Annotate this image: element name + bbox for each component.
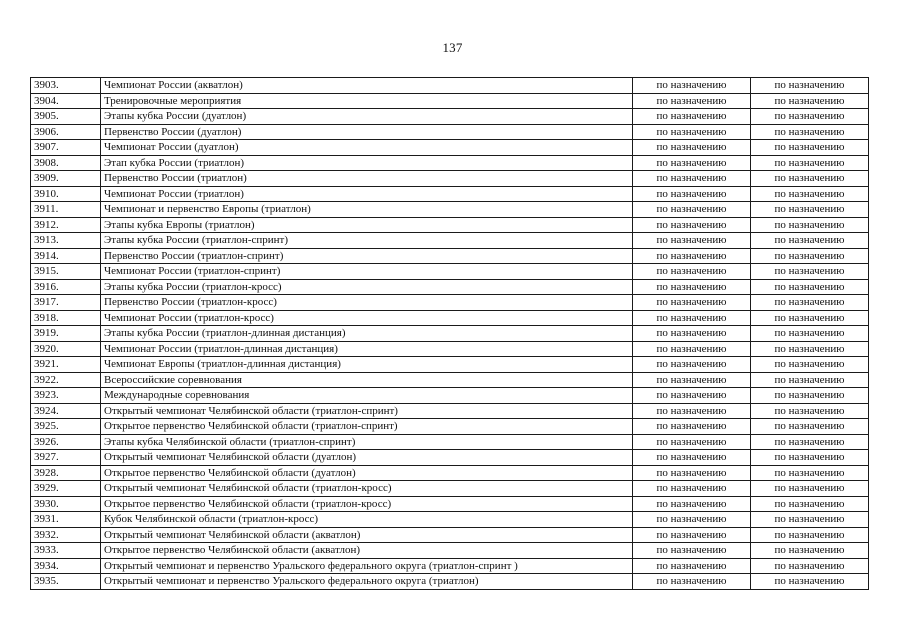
assignment-cell-b: по назначению: [751, 574, 869, 590]
event-name-cell: Первенство России (триатлон-спринт): [101, 248, 633, 264]
event-name-cell: Этапы кубка России (триатлон-спринт): [101, 233, 633, 249]
assignment-cell-b: по назначению: [751, 202, 869, 218]
assignment-cell-b: по назначению: [751, 481, 869, 497]
assignment-cell-a: по назначению: [633, 202, 751, 218]
assignment-cell-a: по назначению: [633, 450, 751, 466]
row-number-cell: 3910.: [31, 186, 101, 202]
table-row: [31, 233, 869, 249]
row-number-cell: 3929.: [31, 481, 101, 497]
event-name-cell: Международные соревнования: [101, 388, 633, 404]
event-name-cell: Открытый чемпионат Челябинской области (триатлон-спринт): [101, 403, 633, 419]
row-number-cell: 3914.: [31, 248, 101, 264]
assignment-cell-a: по назначению: [633, 93, 751, 109]
row-number-cell: 3924.: [31, 403, 101, 419]
row-number-cell: 3926.: [31, 434, 101, 450]
page-number: 137: [442, 40, 463, 55]
event-name-cell: Открытое первенство Челябинской области (триатлон-спринт): [101, 419, 633, 435]
row-number-cell: 3921.: [31, 357, 101, 373]
table-row: [31, 574, 869, 590]
assignment-cell-b: по назначению: [751, 248, 869, 264]
row-number-cell: 3915.: [31, 264, 101, 280]
row-number-cell: 3931.: [31, 512, 101, 528]
assignment-cell-a: по назначению: [633, 140, 751, 156]
assignment-cell-b: по назначению: [751, 372, 869, 388]
table-row: [31, 248, 869, 264]
assignment-cell-b: по назначению: [751, 419, 869, 435]
table-row: [31, 434, 869, 450]
table-row: [31, 419, 869, 435]
table-row: [31, 93, 869, 109]
assignment-cell-a: по назначению: [633, 574, 751, 590]
assignment-cell-b: по назначению: [751, 295, 869, 311]
table-row: [31, 155, 869, 171]
event-name-cell: Этапы кубка Европы (триатлон): [101, 217, 633, 233]
row-number-cell: 3913.: [31, 233, 101, 249]
row-number-cell: 3904.: [31, 93, 101, 109]
assignment-cell-b: по назначению: [751, 558, 869, 574]
assignment-cell-b: по назначению: [751, 78, 869, 94]
assignment-cell-a: по назначению: [633, 248, 751, 264]
assignment-cell-b: по назначению: [751, 124, 869, 140]
event-name-cell: Этапы кубка России (дуатлон): [101, 109, 633, 125]
table-row: [31, 310, 869, 326]
table-row: [31, 527, 869, 543]
assignment-cell-b: по назначению: [751, 341, 869, 357]
row-number-cell: 3912.: [31, 217, 101, 233]
table-row: [31, 78, 869, 94]
assignment-cell-a: по назначению: [633, 233, 751, 249]
assignment-cell-a: по назначению: [633, 512, 751, 528]
event-name-cell: Чемпионат и первенство Европы (триатлон): [101, 202, 633, 218]
table-row: [31, 465, 869, 481]
table-row: [31, 186, 869, 202]
table-row: [31, 341, 869, 357]
table-row: [31, 481, 869, 497]
assignment-cell-b: по назначению: [751, 450, 869, 466]
row-number-cell: 3906.: [31, 124, 101, 140]
assignment-cell-a: по назначению: [633, 124, 751, 140]
assignment-cell-a: по назначению: [633, 419, 751, 435]
events-table: [30, 77, 869, 590]
assignment-cell-a: по назначению: [633, 171, 751, 187]
table-row: [31, 171, 869, 187]
event-name-cell: Открытый чемпионат и первенство Уральского федерального округа (триатлон-спринт ): [101, 558, 633, 574]
event-name-cell: Первенство России (триатлон): [101, 171, 633, 187]
assignment-cell-b: по назначению: [751, 310, 869, 326]
assignment-cell-b: по назначению: [751, 171, 869, 187]
assignment-cell-b: по назначению: [751, 279, 869, 295]
event-name-cell: Первенство России (триатлон-кросс): [101, 295, 633, 311]
table-row: [31, 326, 869, 342]
assignment-cell-b: по назначению: [751, 233, 869, 249]
assignment-cell-b: по назначению: [751, 186, 869, 202]
row-number-cell: 3935.: [31, 574, 101, 590]
assignment-cell-a: по назначению: [633, 496, 751, 512]
table-row: [31, 357, 869, 373]
assignment-cell-a: по назначению: [633, 109, 751, 125]
assignment-cell-a: по назначению: [633, 186, 751, 202]
row-number-cell: 3920.: [31, 341, 101, 357]
assignment-cell-a: по назначению: [633, 558, 751, 574]
assignment-cell-a: по назначению: [633, 388, 751, 404]
table-row: [31, 496, 869, 512]
table-row: [31, 279, 869, 295]
event-name-cell: Чемпионат России (триатлон): [101, 186, 633, 202]
row-number-cell: 3918.: [31, 310, 101, 326]
assignment-cell-b: по назначению: [751, 357, 869, 373]
event-name-cell: Открытое первенство Челябинской области (акватлон): [101, 543, 633, 559]
row-number-cell: 3917.: [31, 295, 101, 311]
event-name-cell: Чемпионат Европы (триатлон-длинная дистанция): [101, 357, 633, 373]
assignment-cell-a: по назначению: [633, 372, 751, 388]
assignment-cell-a: по назначению: [633, 481, 751, 497]
assignment-cell-a: по назначению: [633, 341, 751, 357]
table-row: [31, 140, 869, 156]
assignment-cell-a: по назначению: [633, 295, 751, 311]
row-number-cell: 3907.: [31, 140, 101, 156]
assignment-cell-a: по назначению: [633, 326, 751, 342]
row-number-cell: 3909.: [31, 171, 101, 187]
row-number-cell: 3925.: [31, 419, 101, 435]
table-row: [31, 295, 869, 311]
assignment-cell-a: по назначению: [633, 264, 751, 280]
assignment-cell-a: по назначению: [633, 310, 751, 326]
table-row: [31, 543, 869, 559]
row-number-cell: 3932.: [31, 527, 101, 543]
assignment-cell-b: по назначению: [751, 543, 869, 559]
row-number-cell: 3903.: [31, 78, 101, 94]
event-name-cell: Открытое первенство Челябинской области (дуатлон): [101, 465, 633, 481]
assignment-cell-b: по назначению: [751, 217, 869, 233]
row-number-cell: 3911.: [31, 202, 101, 218]
table-row: [31, 388, 869, 404]
assignment-cell-b: по назначению: [751, 93, 869, 109]
assignment-cell-a: по назначению: [633, 357, 751, 373]
events-table-body: [31, 78, 869, 590]
assignment-cell-b: по назначению: [751, 434, 869, 450]
assignment-cell-b: по назначению: [751, 155, 869, 171]
row-number-cell: 3933.: [31, 543, 101, 559]
row-number-cell: 3908.: [31, 155, 101, 171]
table-row: [31, 109, 869, 125]
event-name-cell: Этап кубка России (триатлон): [101, 155, 633, 171]
assignment-cell-b: по назначению: [751, 512, 869, 528]
assignment-cell-b: по назначению: [751, 326, 869, 342]
assignment-cell-b: по назначению: [751, 527, 869, 543]
assignment-cell-b: по назначению: [751, 465, 869, 481]
event-name-cell: Всероссийские соревнования: [101, 372, 633, 388]
event-name-cell: Тренировочные мероприятия: [101, 93, 633, 109]
assignment-cell-a: по назначению: [633, 527, 751, 543]
event-name-cell: Чемпионат России (триатлон-длинная дистанция): [101, 341, 633, 357]
table-row: [31, 403, 869, 419]
assignment-cell-b: по назначению: [751, 388, 869, 404]
table-row: [31, 202, 869, 218]
event-name-cell: Открытый чемпионат Челябинской области (дуатлон): [101, 450, 633, 466]
event-name-cell: Этапы кубка России (триатлон-длинная дистанция): [101, 326, 633, 342]
assignment-cell-a: по назначению: [633, 217, 751, 233]
table-row: [31, 124, 869, 140]
event-name-cell: Открытое первенство Челябинской области (триатлон-кросс): [101, 496, 633, 512]
event-name-cell: Чемпионат России (триатлон-кросс): [101, 310, 633, 326]
table-row: [31, 450, 869, 466]
event-name-cell: Открытый чемпионат Челябинской области (акватлон): [101, 527, 633, 543]
assignment-cell-a: по назначению: [633, 543, 751, 559]
event-name-cell: Первенство России (дуатлон): [101, 124, 633, 140]
table-row: [31, 558, 869, 574]
assignment-cell-a: по назначению: [633, 279, 751, 295]
assignment-cell-a: по назначению: [633, 403, 751, 419]
row-number-cell: 3923.: [31, 388, 101, 404]
table-row: [31, 264, 869, 280]
assignment-cell-b: по назначению: [751, 496, 869, 512]
row-number-cell: 3934.: [31, 558, 101, 574]
assignment-cell-b: по назначению: [751, 403, 869, 419]
table-row: [31, 217, 869, 233]
assignment-cell-a: по назначению: [633, 155, 751, 171]
row-number-cell: 3930.: [31, 496, 101, 512]
assignment-cell-a: по назначению: [633, 78, 751, 94]
event-name-cell: Чемпионат России (триатлон-спринт): [101, 264, 633, 280]
assignment-cell-b: по назначению: [751, 109, 869, 125]
row-number-cell: 3919.: [31, 326, 101, 342]
row-number-cell: 3905.: [31, 109, 101, 125]
table-row: [31, 372, 869, 388]
row-number-cell: 3922.: [31, 372, 101, 388]
event-name-cell: Этапы кубка России (триатлон-кросс): [101, 279, 633, 295]
assignment-cell-a: по назначению: [633, 434, 751, 450]
row-number-cell: 3928.: [31, 465, 101, 481]
assignment-cell-b: по назначению: [751, 140, 869, 156]
assignment-cell-b: по назначению: [751, 264, 869, 280]
assignment-cell-a: по назначению: [633, 465, 751, 481]
event-name-cell: Кубок Челябинской области (триатлон-кросс): [101, 512, 633, 528]
event-name-cell: Открытый чемпионат и первенство Уральского федерального округа (триатлон): [101, 574, 633, 590]
row-number-cell: 3927.: [31, 450, 101, 466]
row-number-cell: 3916.: [31, 279, 101, 295]
event-name-cell: Открытый чемпионат Челябинской области (триатлон-кросс): [101, 481, 633, 497]
event-name-cell: Чемпионат России (дуатлон): [101, 140, 633, 156]
event-name-cell: Чемпионат России (акватлон): [101, 78, 633, 94]
event-name-cell: Этапы кубка Челябинской области (триатлон-спринт): [101, 434, 633, 450]
table-row: [31, 512, 869, 528]
